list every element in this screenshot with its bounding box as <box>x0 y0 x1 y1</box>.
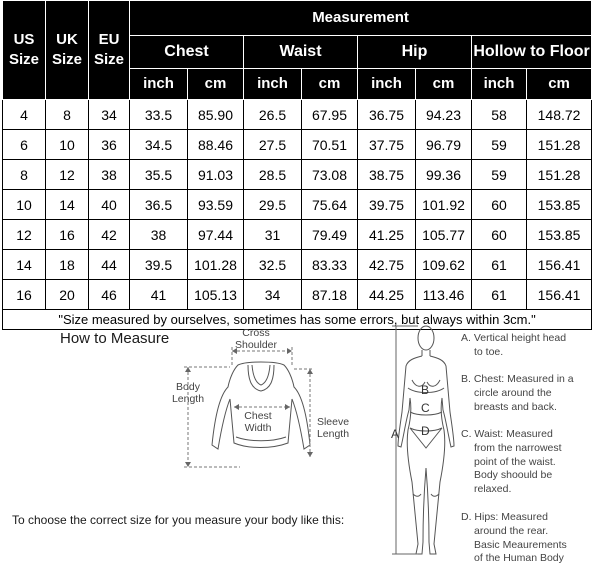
table-cell: 79.49 <box>302 220 358 250</box>
hip-header: Hip <box>358 36 472 69</box>
table-cell: 83.33 <box>302 250 358 280</box>
table-cell: 26.5 <box>244 100 302 130</box>
table-cell: 91.03 <box>188 160 244 190</box>
chest-header: Chest <box>130 36 244 69</box>
cross-shoulder-label: Cross Shoulder <box>234 327 278 351</box>
table-row <box>3 130 592 160</box>
uk-size-header: UK Size <box>46 1 89 100</box>
table-cell: 4 <box>3 100 46 130</box>
table-cell: 10 <box>46 130 89 160</box>
table-cell: 96.79 <box>416 130 472 160</box>
table-cell: 29.5 <box>244 190 302 220</box>
legend-c: C. Waist: Measured from the narrowest point of the waist. Body shoould be relaxed. <box>461 428 562 496</box>
legend-d: D. Hips: Measured around the rear. Basic Meaurements of the Human Body <box>461 511 567 565</box>
table-cell: 41.25 <box>358 220 416 250</box>
table-cell: 35.5 <box>130 160 188 190</box>
chest-width-label: Chest Width <box>244 410 272 434</box>
table-cell: 88.46 <box>188 130 244 160</box>
body-length-label: Body Length <box>171 381 205 405</box>
table-cell: 36.5 <box>130 190 188 220</box>
table-cell: 38.75 <box>358 160 416 190</box>
table-cell: 28.5 <box>244 160 302 190</box>
table-cell: 27.5 <box>244 130 302 160</box>
table-cell: 31 <box>244 220 302 250</box>
sweater-outline <box>212 362 310 449</box>
table-cell: 6 <box>3 130 46 160</box>
table-cell: 20 <box>46 280 89 310</box>
legend-b: B. Chest: Measured in a circle around the breasts and back. <box>461 373 574 413</box>
choose-size-instruction: To choose the correct size for you measure your body like this: <box>12 513 345 527</box>
table-cell: 60 <box>472 190 527 220</box>
table-cell: 87.18 <box>302 280 358 310</box>
how-to-measure-title: How to Measure <box>60 330 170 347</box>
table-cell: 153.85 <box>527 220 592 250</box>
table-cell: 101.92 <box>416 190 472 220</box>
unit-header: cm <box>527 69 592 100</box>
table-cell: 101.28 <box>188 250 244 280</box>
table-cell: 94.23 <box>416 100 472 130</box>
unit-header: cm <box>302 69 358 100</box>
table-cell: 109.62 <box>416 250 472 280</box>
table-cell: 10 <box>3 190 46 220</box>
table-cell: 93.59 <box>188 190 244 220</box>
table-cell: 153.85 <box>527 190 592 220</box>
size-note: "Size measured by ourselves, sometimes has some errors, but always within 3cm." <box>3 310 592 330</box>
table-cell: 12 <box>46 160 89 190</box>
table-cell: 99.36 <box>416 160 472 190</box>
table-cell: 42 <box>89 220 130 250</box>
table-cell: 105.13 <box>188 280 244 310</box>
table-cell: 61 <box>472 280 527 310</box>
table-cell: 34 <box>89 100 130 130</box>
table-cell: 156.41 <box>527 280 592 310</box>
table-cell: 40 <box>89 190 130 220</box>
measurement-header: Measurement <box>130 1 592 36</box>
table-cell: 85.90 <box>188 100 244 130</box>
table-cell: 39.75 <box>358 190 416 220</box>
us-size-header: US Size <box>3 1 46 100</box>
table-cell: 67.95 <box>302 100 358 130</box>
table-cell: 16 <box>46 220 89 250</box>
table-cell: 38 <box>130 220 188 250</box>
size-chart-table <box>2 0 592 330</box>
table-cell: 42.75 <box>358 250 416 280</box>
table-cell: 113.46 <box>416 280 472 310</box>
unit-header: inch <box>244 69 302 100</box>
table-cell: 33.5 <box>130 100 188 130</box>
sleeve-length-label: Sleeve Length <box>316 416 350 440</box>
table-cell: 58 <box>472 100 527 130</box>
unit-header: cm <box>188 69 244 100</box>
table-cell: 12 <box>3 220 46 250</box>
table-cell: 34 <box>244 280 302 310</box>
table-cell: 105.77 <box>416 220 472 250</box>
table-cell: 14 <box>3 250 46 280</box>
human-body-figure <box>388 322 460 568</box>
hollow-to-floor-header: Hollow to Floor <box>472 36 592 69</box>
table-cell: 16 <box>3 280 46 310</box>
table-cell: 37.75 <box>358 130 416 160</box>
table-cell: 14 <box>46 190 89 220</box>
table-cell: 70.51 <box>302 130 358 160</box>
table-cell: 151.28 <box>527 160 592 190</box>
table-row <box>3 190 592 220</box>
body-letter-c: C <box>421 401 430 415</box>
table-cell: 151.28 <box>527 130 592 160</box>
table-cell: 44 <box>89 250 130 280</box>
table-cell: 75.64 <box>302 190 358 220</box>
table-cell: 59 <box>472 160 527 190</box>
table-cell: 44.25 <box>358 280 416 310</box>
unit-header: inch <box>358 69 416 100</box>
unit-header: inch <box>130 69 188 100</box>
table-cell: 32.5 <box>244 250 302 280</box>
table-cell: 97.44 <box>188 220 244 250</box>
legend-a: A. Vertical height head to toe. <box>461 332 567 358</box>
table-cell: 156.41 <box>527 250 592 280</box>
table-cell: 59 <box>472 130 527 160</box>
table-cell: 41 <box>130 280 188 310</box>
table-cell: 34.5 <box>130 130 188 160</box>
table-cell: 39.5 <box>130 250 188 280</box>
unit-header: inch <box>472 69 527 100</box>
body-letter-d: D <box>421 424 430 438</box>
sweater-neck <box>248 365 274 391</box>
table-cell: 36 <box>89 130 130 160</box>
eu-size-header: EU Size <box>89 1 130 100</box>
waist-header: Waist <box>244 36 358 69</box>
unit-header: cm <box>416 69 472 100</box>
body-letter-a: A <box>391 427 400 441</box>
table-row <box>3 250 592 280</box>
table-row <box>3 280 592 310</box>
body-letter-b: B <box>421 383 430 397</box>
table-cell: 36.75 <box>358 100 416 130</box>
table-cell: 38 <box>89 160 130 190</box>
table-cell: 18 <box>46 250 89 280</box>
table-cell: 148.72 <box>527 100 592 130</box>
table-cell: 61 <box>472 250 527 280</box>
table-row <box>3 160 592 190</box>
table-cell: 60 <box>472 220 527 250</box>
table-row <box>3 100 592 130</box>
table-cell: 8 <box>46 100 89 130</box>
table-cell: 46 <box>89 280 130 310</box>
table-cell: 8 <box>3 160 46 190</box>
table-row <box>3 220 592 250</box>
table-cell: 73.08 <box>302 160 358 190</box>
